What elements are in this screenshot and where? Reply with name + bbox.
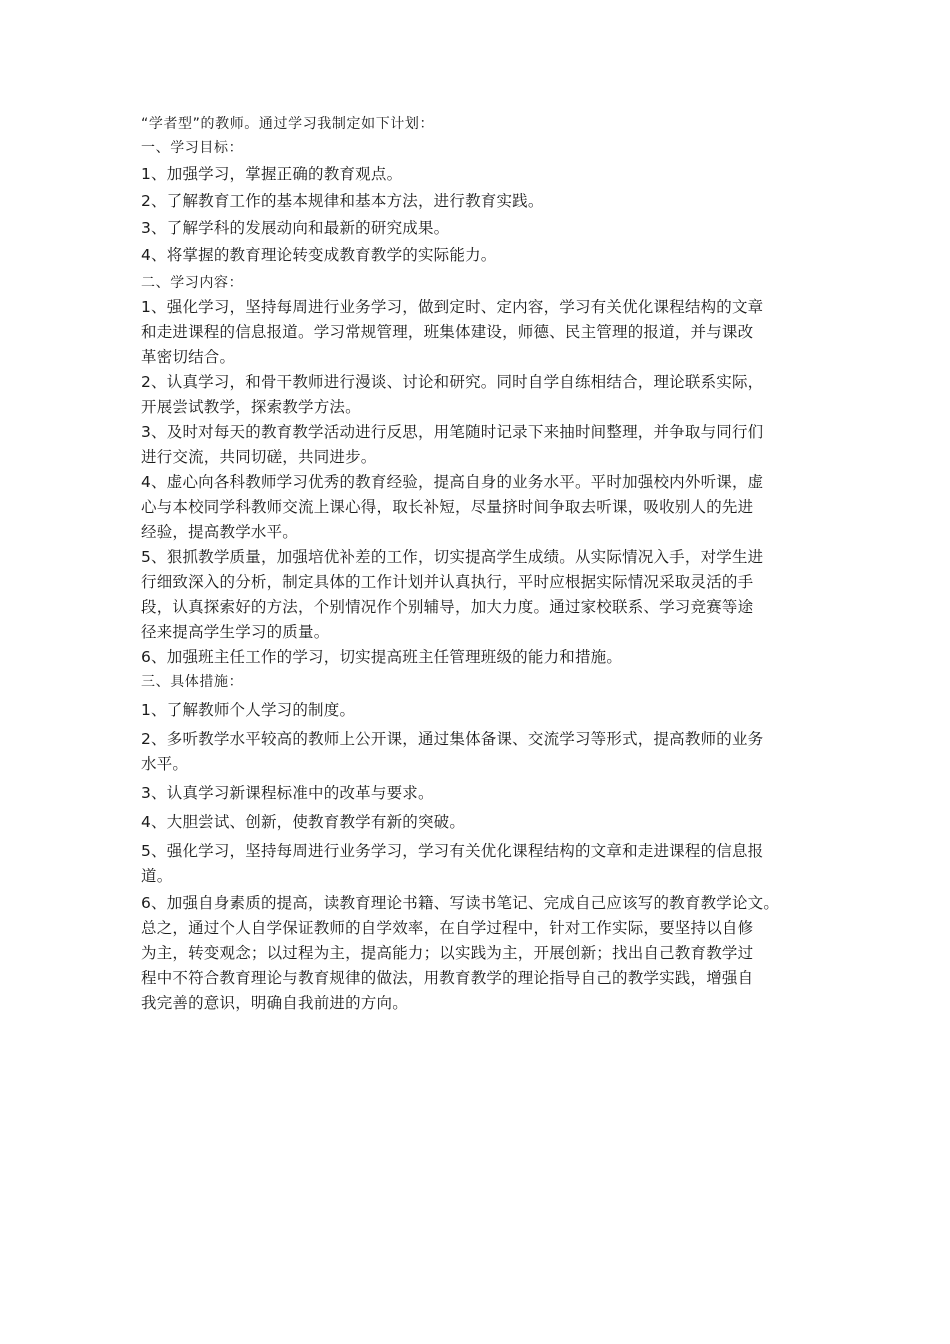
measure-item-2-line-2: 水平。 xyxy=(141,755,189,773)
content-item-2-line-1: 2、认真学习，和骨干教师进行漫谈、讨论和研究。同时自学自练相结合，理论联系实际， xyxy=(141,373,764,391)
goal-item-3: 3、了解学科的发展动向和最新的研究成果。 xyxy=(141,219,450,237)
measure-item-3-line-1: 3、认真学习新课程标准中的改革与要求。 xyxy=(141,784,434,802)
content-item-2 xyxy=(141,370,831,420)
goal-item-2: 2、了解教育工作的基本规律和基本方法，进行教育实践。 xyxy=(141,192,544,210)
conclusion-line-4: 我完善的意识，明确自我前进的方向。 xyxy=(141,994,408,1012)
content-item-5-line-4: 径来提高学生学习的质量。 xyxy=(141,623,330,641)
intro-line: “学者型”的教师。通过学习我制定如下计划： xyxy=(141,116,435,132)
conclusion-line-1: 总之，通过个人自学保证教师的自学效率，在自学过程中，针对工作实际，要坚持以自修 xyxy=(141,919,754,937)
measure-item-2 xyxy=(141,727,831,777)
content-item-4-line-1: 4、虚心向各科教师学习优秀的教育经验，提高自身的业务水平。平时加强校内外听课，虚 xyxy=(141,473,764,491)
content-item-5-line-3: 段，认真探索好的方法，个别情况作个别辅导，加大力度。通过家校联系、学习竞赛等途 xyxy=(141,598,754,616)
content-item-1-line-1: 1、强化学习，坚持每周进行业务学习，做到定时、定内容，学习有关优化课程结构的文章 xyxy=(141,298,764,316)
content-item-6-line-1: 6、加强班主任工作的学习，切实提高班主任管理班级的能力和措施。 xyxy=(141,648,623,666)
content-item-3 xyxy=(141,420,831,470)
measure-item-3 xyxy=(141,781,831,806)
content-item-1-line-2: 和走进课程的信息报道。学习常规管理，班集体建设，师德、民主管理的报道，并与课改 xyxy=(141,323,754,341)
section-1-heading: 一、学习目标： xyxy=(141,140,244,156)
measure-item-5-line-1: 5、强化学习，坚持每周进行业务学习，学习有关优化课程结构的文章和走进课程的信息报 xyxy=(141,842,764,860)
measure-item-4-line-1: 4、大胆尝试、创新，使教育教学有新的突破。 xyxy=(141,813,466,831)
measure-item-5-line-2: 道。 xyxy=(141,867,173,885)
conclusion-line-3: 程中不符合教育理论与教育规律的做法，用教育教学的理论指导自己的教学实践，增强自 xyxy=(141,969,754,987)
measure-item-2-line-1: 2、多听教学水平较高的教师上公开课，通过集体备课、交流学习等形式，提高教师的业务 xyxy=(141,730,764,748)
conclusion-paragraph xyxy=(141,916,831,1016)
content-item-5-line-2: 行细致深入的分析，制定具体的工作计划并认真执行，平时应根据实际情况采取灵活的手 xyxy=(141,573,754,591)
content-item-4 xyxy=(141,470,831,545)
measure-item-1-line-1: 1、了解教师个人学习的制度。 xyxy=(141,701,356,719)
measure-item-1 xyxy=(141,698,831,723)
measure-item-4 xyxy=(141,810,831,835)
measure-item-6 xyxy=(141,891,831,916)
content-item-3-line-2: 进行交流，共同切磋，共同进步。 xyxy=(141,448,377,466)
section-2-heading: 二、学习内容： xyxy=(141,275,244,291)
content-item-1-line-3: 革密切结合。 xyxy=(141,348,236,366)
content-item-4-line-3: 经验，提高教学水平。 xyxy=(141,523,299,541)
measure-item-5 xyxy=(141,839,831,889)
content-item-2-line-2: 开展尝试教学，探索教学方法。 xyxy=(141,398,361,416)
content-item-4-line-2: 心与本校同学科教师交流上课心得，取长补短，尽量挤时间争取去听课，吸收别人的先进 xyxy=(141,498,754,516)
goal-item-4: 4、将掌握的教育理论转变成教育教学的实际能力。 xyxy=(141,246,497,264)
content-item-5-line-1: 5、狠抓教学质量，加强培优补差的工作，切实提高学生成绩。从实际情况入手，对学生进 xyxy=(141,548,764,566)
section-3-heading: 三、具体措施： xyxy=(141,674,244,690)
content-item-3-line-1: 3、及时对每天的教育教学活动进行反思，用笔随时记录下来抽时间整理，并争取与同行们 xyxy=(141,423,764,441)
goal-item-1: 1、加强学习，掌握正确的教育观点。 xyxy=(141,165,403,183)
measure-item-6-line-1: 6、加强自身素质的提高，读教育理论书籍、写读书笔记、完成自己应该写的教育教学论文。 xyxy=(141,894,780,912)
document-body xyxy=(141,112,831,1016)
content-item-1 xyxy=(141,295,831,370)
conclusion-line-2: 为主，转变观念；以过程为主，提高能力；以实践为主，开展创新；找出自己教育教学过 xyxy=(141,944,754,962)
content-item-6 xyxy=(141,645,831,670)
content-item-5 xyxy=(141,545,831,645)
